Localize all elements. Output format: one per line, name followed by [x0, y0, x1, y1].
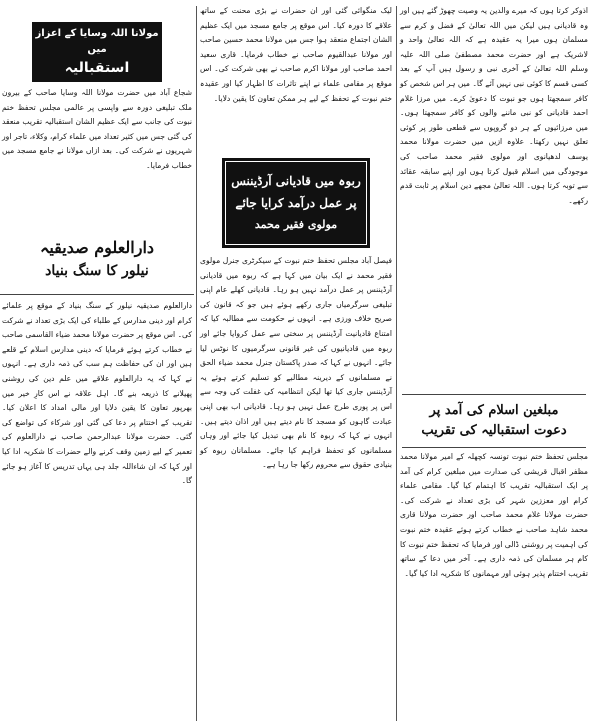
- right-article-heading: مبلغین اسلام کی آمد پر دعوت استقبالیہ کی تقریب: [402, 394, 586, 448]
- headline-box-line-3: مولوی فقیر محمد: [254, 218, 338, 231]
- column-divider-right: [396, 6, 397, 721]
- middle-column: [198, 0, 394, 727]
- middle-top-article-text: لیک منگوائی گئی اور ان حضرات نے بڑی محنت کے ساتھ علاقے کا دورہ کیا۔ اس موقع پر جامع مسجد میں ایک عظیم الشان اجتماع منعقد ہوا جس میں مولانا محمد حسین صاحب اور مولانا عبدالقیوم صاحب نے خطاب فرمایا۔ قاری سعید احمد صاحب اور مولانا اکرم صاحب نے بھی شرکت کی۔ اس موقع پر مقامی علماء نے اپنے تاثرات کا اظہار کیا اور عقیدہ ختم نبوت کے تحفظ کے لیے ہر ممکن تعاون کا یقین دلایا۔: [200, 6, 392, 103]
- right-bottom-article-text: مجلس تحفظ ختم نبوت تونسہ کچھلہ کے امیر مولانا محمد مظفر اقبال قریشی کی صدارت میں مبلغین کرام کی آمد پر ایک استقبالیہ تقریب کا اہتمام کیا گیا۔ مقامی علماء کرام اور معززین شہر کی بڑی تعداد نے شرکت کی۔ حضرت مولانا غلام محمد صاحب اور حضرت مولانا قاری محمد شاہد صاحب نے خطاب کرتے ہوئے عقیدہ ختم نبوت کی اہمیت پر روشنی ڈالی اور فرمایا کہ تحفظ ختم نبوت کا کام ہر مسلمان کی ذمہ داری ہے۔ آخر میں دعا کے ساتھ تقریب اختتام پذیر ہوئی اور مہمانوں کا شکریہ ادا کیا گیا۔: [400, 452, 588, 578]
- darul-uloom-article-text: دارالعلوم صدیقیہ نیلور کے سنگ بنیاد کے موقع پر علمائے کرام اور دینی مدارس کے طلباء کی ایک بڑی تعداد نے شرکت کی۔ اس موقع پر حضرت مولانا محمد ضیاء القاسمی صاحب نے خطاب کرتے ہوئے فرمایا کہ دینی مدارس اسلام کے قلعے ہیں اور ان کی حفاظت ہم سب کی ذمہ داری ہے۔ انہوں نے کہا کہ یہ دارالعلوم علاقے میں علم دین کی روشنی پھیلانے کا ذریعہ بنے گا۔ اہل علاقہ نے اس کارِ خیر میں بھرپور تعاون کا یقین دلایا اور مالی امداد کا اعلان کیا۔ تقریب کے اختتام پر دعا کی گئی اور شرکاء کی تواضع کی گئی۔ حضرت مولانا عبدالرحمن صاحب نے دارالعلوم کی تعمیر کے لیے زمین وقف کرنے والے حضرات کا شکریہ ادا کیا اور کہا کہ ان شاءاللہ جلد ہی یہاں تدریس کا آغاز ہو جائے گا۔: [2, 301, 192, 486]
- darul-uloom-heading: [0, 216, 194, 290]
- right-column: [398, 0, 590, 727]
- darul-uloom-heading-line-2: نیلور کا سنگ بنیاد: [45, 263, 149, 279]
- reception-banner: [32, 22, 162, 82]
- headline-box: [222, 158, 370, 248]
- reception-banner-line-2: استقبالیہ: [64, 60, 130, 76]
- column-divider-left: [196, 6, 197, 721]
- right-top-article-text: اذوکر کرتا ہوں کہ میرے والدین یہ وصیت چھوڑ گئے ہیں اور وہ قادیانی ہیں لیکن میں اللہ تعالیٰ کے فضل و کرم سے مسلمان ہوں میرا یہ عقیدہ ہے کہ اللہ تعالیٰ واحد و لاشریک ہے اور حضرت محمد مصطفیٰ صلی اللہ علیہ وسلم اللہ تعالیٰ کے آخری نبی و رسول ہیں آپ کے بعد کسی قسم کا کوئی نبی نہیں آئے گا۔ میں ہر اس شخص کو کافر سمجھتا ہوں جو نبوت کا دعویٰ کرے۔ میں مرزا غلام احمد قادیانی کو نبی ماننے والوں کو کافر سمجھتا ہوں۔ میں مرزائیوں کے ہر دو گروپوں سے قطعی طور پر کوئی تعلق نہیں رکھتا۔ علاوہ ازیں میں حضرت مولانا محمد یوسف لدھیانوی اور مولوی فقیر محمد صاحب کی موجودگی میں اسلام قبول کرتا ہوں اور اپنے سابقہ عقائد سے توبہ کرتا ہوں۔ اللہ تعالیٰ مجھے دین اسلام پر ثابت قدم رکھے۔: [400, 6, 588, 205]
- reception-article-text: شجاع آباد میں حضرت مولانا اللہ وسایا صاحب کے بیرون ملک تبلیغی دورہ سے واپسی پر عالمی مجلس تحفظ ختم نبوت کی جانب سے ایک عظیم الشان استقبالیہ تقریب منعقد کی گئی جس میں کثیر تعداد میں علماء کرام، وکلاء، تاجر اور شہریوں نے شرکت کی۔ بعد ازاں مولانا نے جامع مسجد میں خطاب فرمایا۔: [1, 88, 192, 170]
- darul-uloom-heading-line-1: دارالعلوم صدیقیہ: [39, 238, 155, 257]
- headline-box-line-1: ربوہ میں قادیانی آرڈیننس: [231, 174, 361, 188]
- middle-bottom-article-text: فیصل آباد مجلس تحفظ ختم نبوت کے سیکرٹری جنرل مولوی فقیر محمد نے ایک بیان میں کہا ہے کہ ربوہ میں قادیانی آرڈیننس پر عمل درآمد نہیں ہو رہا۔ قادیانی کھلے عام اپنی تبلیغی سرگرمیاں جاری رکھے ہوئے ہیں جو کہ قانون کی صریح خلاف ورزی ہے۔ انہوں نے حکومت سے مطالبہ کیا کہ امتناع قادیانیت آرڈیننس پر سختی سے عمل کروایا جائے اور ربوہ میں قادیانیوں کی غیر قانونی سرگرمیوں کا نوٹس لیا جائے۔ انہوں نے کہا کہ صدر پاکستان جنرل محمد ضیاء الحق نے مسلمانوں کے دیرینہ مطالبے کو تسلیم کرتے ہوئے یہ آرڈیننس جاری کیا تھا لیکن انتظامیہ کی غفلت کی وجہ سے اس پر پوری طرح عمل نہیں ہو رہا۔ قادیانی اب بھی اپنی عبادت گاہوں کو مسجد کا نام دیتے ہیں اور اذان دیتے ہیں۔ انہوں نے کہا کہ ربوہ کا نام بھی تبدیل کیا جائے اور وہاں مسلمانوں کو تحفظ فراہم کیا جائے۔ مسلمانان ربوہ کو بنیادی حقوق سے محروم رکھا جا رہا ہے۔: [200, 256, 392, 470]
- headline-box-line-2: پر عمل درآمد کرایا جائے: [235, 196, 357, 210]
- heading-rule: [0, 294, 194, 295]
- reception-banner-line-1: مولانا اللہ وسایا کے اعزاز میں: [35, 28, 159, 55]
- left-column: [0, 0, 194, 727]
